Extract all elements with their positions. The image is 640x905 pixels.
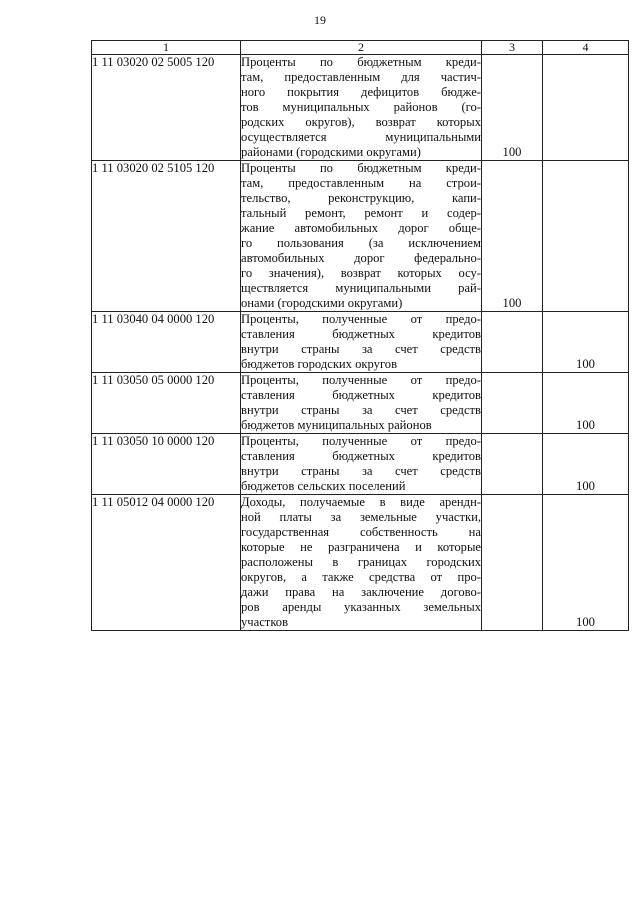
budget-code-cell: 1 11 03050 05 0000 120 <box>92 373 241 434</box>
norm-col-4-cell <box>543 373 629 434</box>
description-line: осуществляется муниципальными <box>241 130 481 144</box>
percent-value: 100 <box>576 479 595 493</box>
description-cell <box>241 434 482 495</box>
description-line: ставления бюджетных кредитов <box>241 388 481 402</box>
page-number: 19 <box>314 13 326 27</box>
header-col-3: 3 <box>482 41 543 55</box>
header-col-2: 2 <box>241 41 482 55</box>
description-cell <box>241 312 482 373</box>
description-line: тельство, реконструкцию, капи- <box>241 191 481 205</box>
description-line: Проценты, полученные от предо- <box>241 312 481 326</box>
description-line: Проценты, полученные от предо- <box>241 434 481 448</box>
norm-col-3-cell <box>482 312 543 373</box>
norm-col-4-cell <box>543 495 629 631</box>
header-row <box>92 41 629 55</box>
description-line: районами (городскими округами) <box>241 145 421 159</box>
percent-value: 100 <box>502 145 522 159</box>
percent-value: 100 <box>576 357 595 371</box>
description-line: го пользования (за исключением <box>241 236 481 250</box>
budget-code-cell: 1 11 05012 04 0000 120 <box>92 495 241 631</box>
description-line: Проценты по бюджетным креди- <box>241 55 481 69</box>
description-line: бюджетов муниципальных районов <box>241 418 432 432</box>
norm-col-4-cell <box>543 434 629 495</box>
description-line: округов, а также средства от про- <box>241 570 481 584</box>
norm-col-3-cell <box>482 434 543 495</box>
description-line: ставления бюджетных кредитов <box>241 327 481 341</box>
description-line: бюджетов городских округов <box>241 357 398 371</box>
revenue-code-table <box>91 40 629 631</box>
description-cell <box>241 161 482 312</box>
description-cell <box>241 55 482 161</box>
description-line: там, предоставленным на строи- <box>241 176 481 190</box>
header-col-4: 4 <box>543 41 629 55</box>
norm-col-3-cell <box>482 373 543 434</box>
description-line: Проценты по бюджетным креди- <box>241 161 481 175</box>
description-line: го значения), возврат которых осу- <box>241 266 481 280</box>
description-line: ставления бюджетных кредитов <box>241 449 481 463</box>
description-line: Проценты, полученные от предо- <box>241 373 481 387</box>
budget-code-cell: 1 11 03050 10 0000 120 <box>92 434 241 495</box>
table-body <box>92 55 629 631</box>
description-line: там, предоставленным для частич- <box>241 70 481 84</box>
description-line: автомобильных дорог федерально- <box>241 251 481 265</box>
description-line: расположены в границах городских <box>241 555 481 569</box>
description-line: жание автомобильных дорог обще- <box>241 221 481 235</box>
description-cell <box>241 373 482 434</box>
norm-col-3-cell <box>482 161 543 312</box>
description-line: дажи права на заключение догово- <box>241 585 481 599</box>
header-col-1: 1 <box>92 41 241 55</box>
norm-col-3-cell <box>482 55 543 161</box>
description-line: внутри страны за счет средств <box>241 464 481 478</box>
description-line: Доходы, получаемые в виде арендн- <box>241 495 481 509</box>
description-line: государственная собственность на <box>241 525 481 539</box>
description-line: ществляется муниципальными рай- <box>241 281 481 295</box>
norm-col-4-cell <box>543 312 629 373</box>
table-row <box>92 161 629 312</box>
description-cell <box>241 495 482 631</box>
percent-value: 100 <box>576 615 595 629</box>
budget-code-cell: 1 11 03020 02 5105 120 <box>92 161 241 312</box>
table-row <box>92 434 629 495</box>
description-line: ного покрытия дефицитов бюдже- <box>241 85 481 99</box>
description-line: участков <box>241 615 289 629</box>
description-line: тов муниципальных районов (го- <box>241 100 481 114</box>
table-row <box>92 373 629 434</box>
percent-value: 100 <box>502 296 522 310</box>
description-line: тальный ремонт, ремонт и содер- <box>241 206 481 220</box>
description-line: которые не разграничена и которые <box>241 540 481 554</box>
table-row <box>92 55 629 161</box>
norm-col-4-cell <box>543 55 629 161</box>
description-line: родских округов), возврат которых <box>241 115 481 129</box>
norm-col-3-cell <box>482 495 543 631</box>
percent-value: 100 <box>576 418 595 432</box>
table-row <box>92 312 629 373</box>
norm-col-4-cell <box>543 161 629 312</box>
description-line: ной платы за земельные участки, <box>241 510 481 524</box>
budget-code-cell: 1 11 03020 02 5005 120 <box>92 55 241 161</box>
budget-code-cell: 1 11 03040 04 0000 120 <box>92 312 241 373</box>
description-line: внутри страны за счет средств <box>241 403 481 417</box>
description-line: онами (городскими округами) <box>241 296 403 310</box>
description-line: бюджетов сельских поселений <box>241 479 406 493</box>
description-line: внутри страны за счет средств <box>241 342 481 356</box>
description-line: ров аренды указанных земельных <box>241 600 481 614</box>
table-row <box>92 495 629 631</box>
